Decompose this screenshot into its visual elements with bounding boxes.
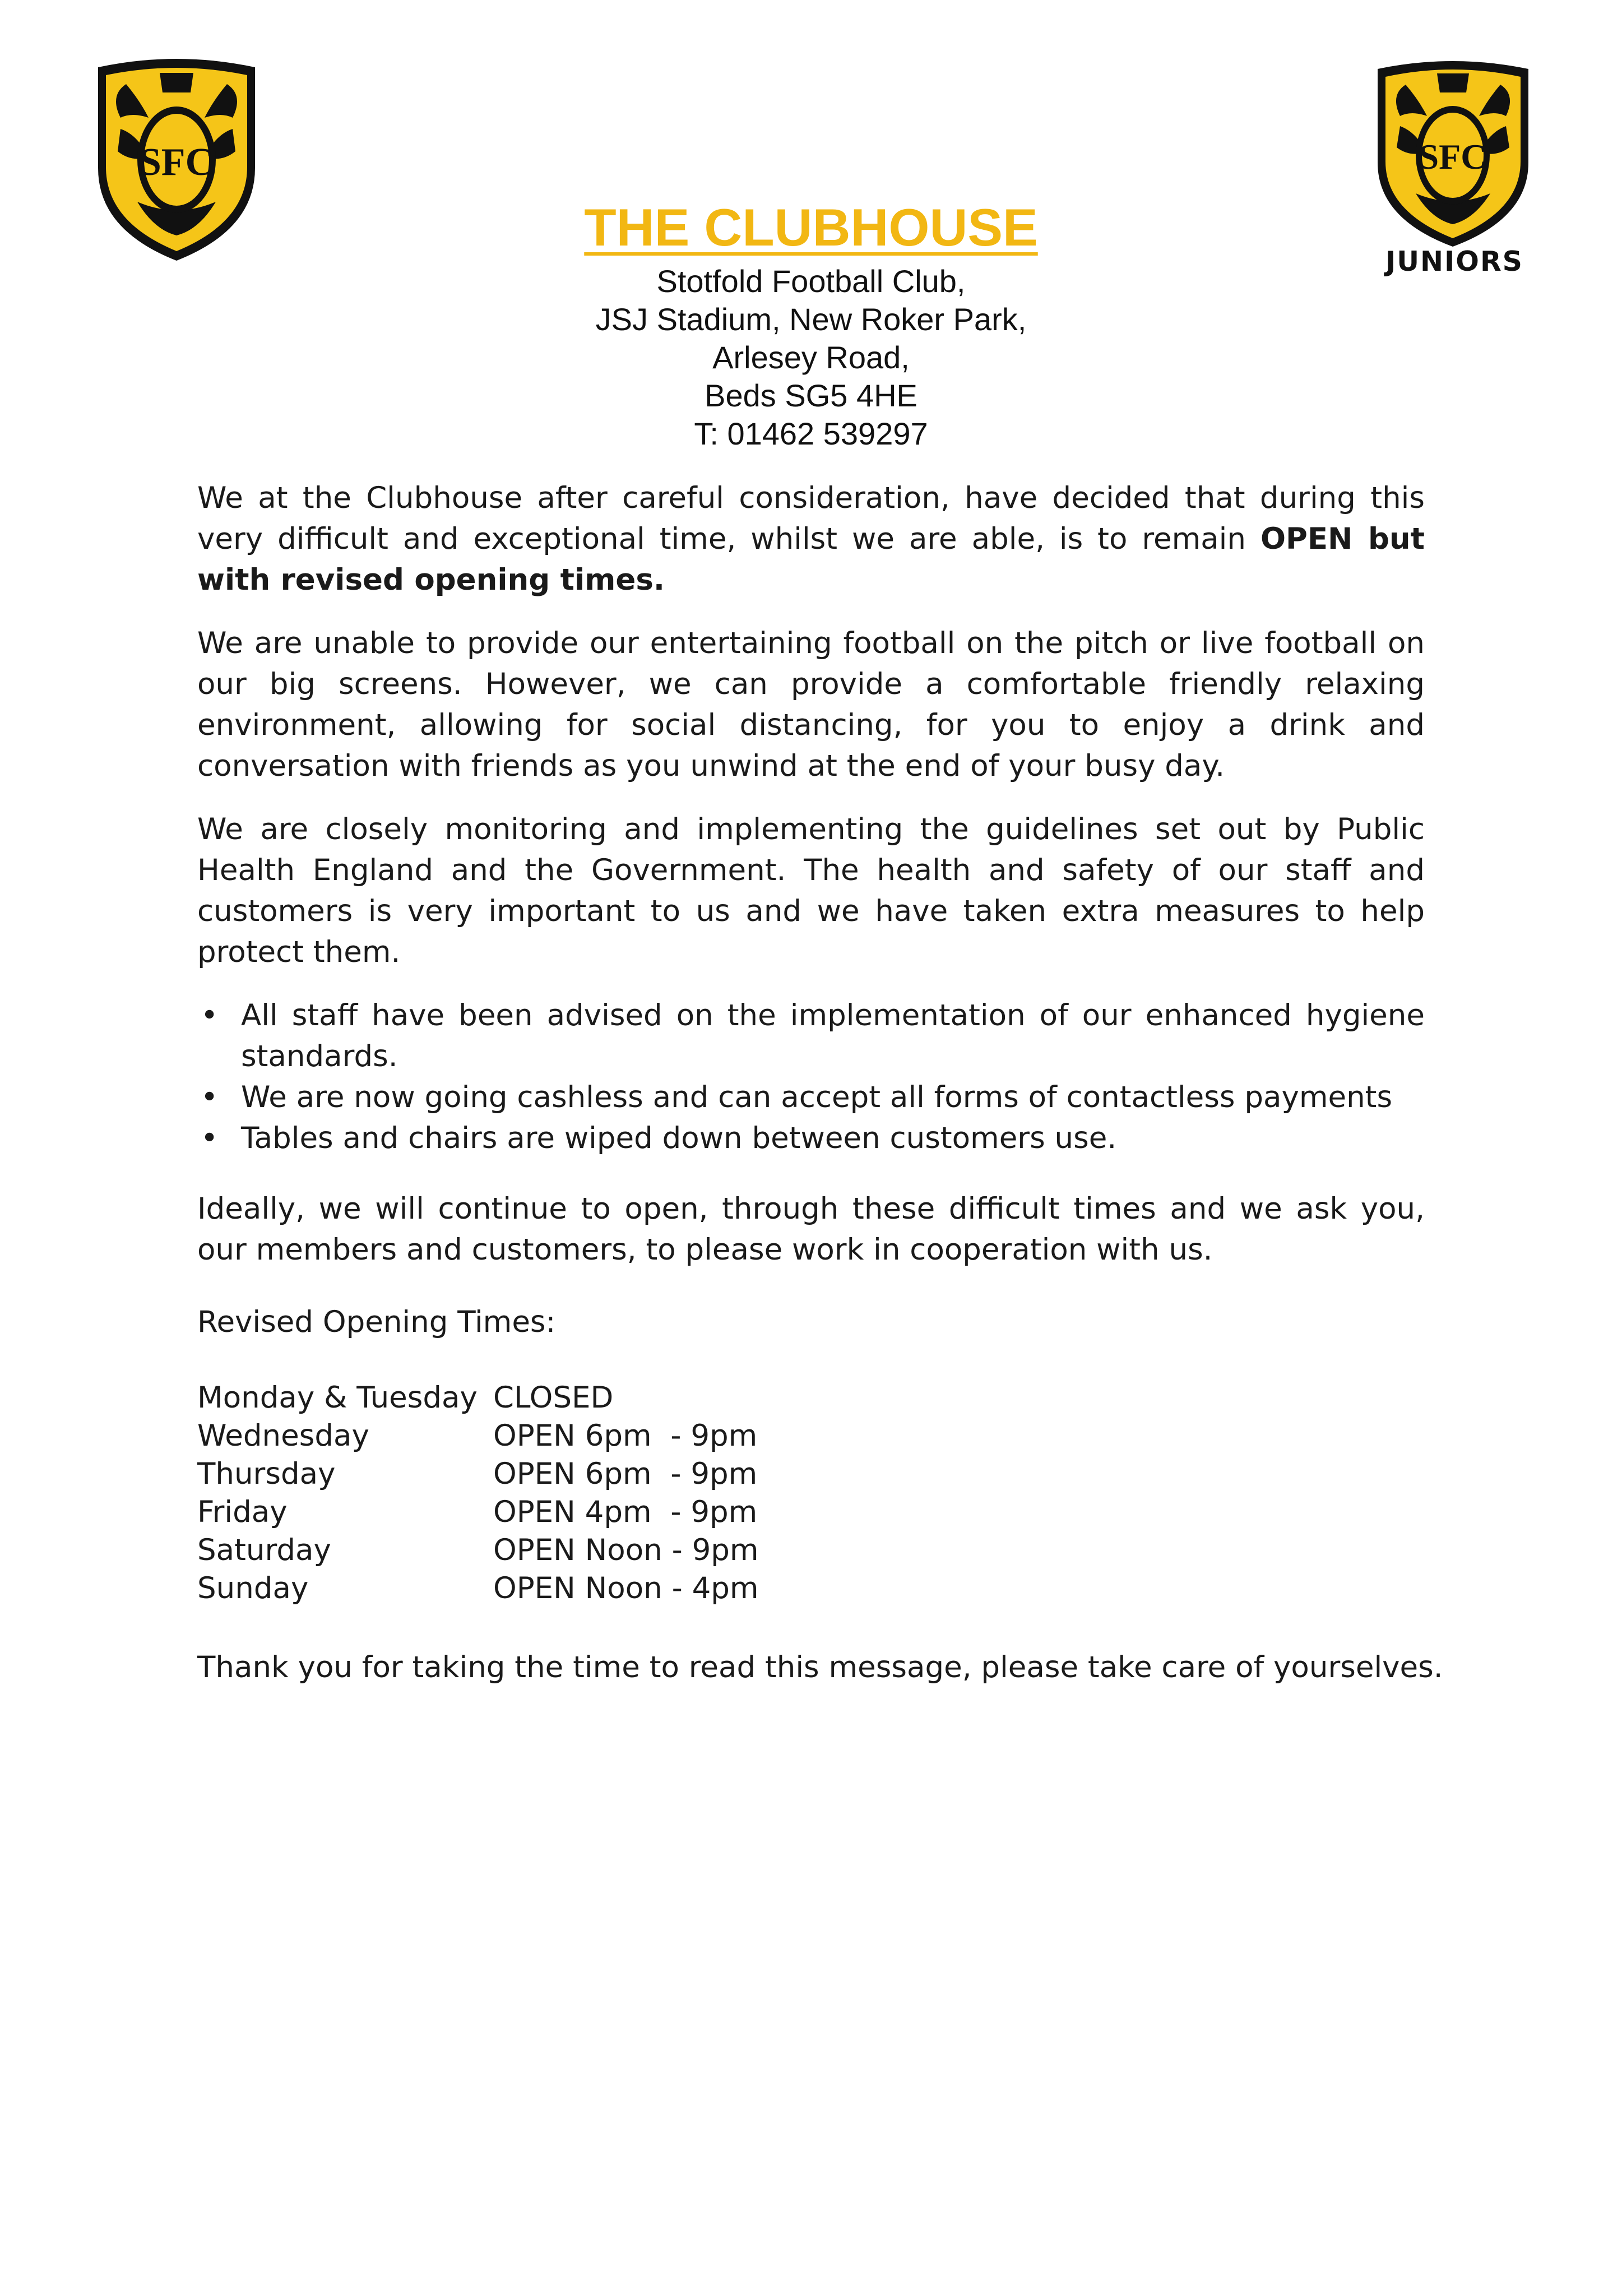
list-item: • We are now going cashless and can accept all forms of contactless payments xyxy=(197,1077,1425,1118)
crest-monogram-right: SFC xyxy=(1419,137,1487,177)
crest-monogram-left: SFC xyxy=(139,141,214,184)
hours-time: OPEN Noon - 4pm xyxy=(493,1571,759,1605)
page-title: THE CLUBHOUSE xyxy=(584,198,1038,257)
hours-row xyxy=(197,1455,759,1493)
bullet-icon: • xyxy=(201,998,219,1033)
hours-day: Thursday xyxy=(197,1457,336,1491)
opening-hours-table xyxy=(197,1379,759,1608)
hours-row xyxy=(197,1417,759,1455)
measures-list xyxy=(197,995,1425,1159)
hours-row xyxy=(197,1531,759,1570)
hours-time: OPEN 6pm - 9pm xyxy=(493,1457,758,1491)
hours-time: OPEN 4pm - 9pm xyxy=(493,1495,758,1529)
hours-day: Friday xyxy=(197,1495,288,1529)
bullet-icon: • xyxy=(201,1121,219,1155)
address-line-2: JSJ Stadium, New Roker Park, xyxy=(595,302,1027,337)
address-line-3: Arlesey Road, xyxy=(712,340,910,375)
hours-day: Saturday xyxy=(197,1533,331,1567)
paragraph-intro xyxy=(197,478,1425,600)
phone-line: T: 01462 539297 xyxy=(694,416,928,451)
address-line-4: Beds SG5 4HE xyxy=(705,378,917,413)
juniors-caption: JUNIORS xyxy=(1385,246,1523,277)
hours-day: Monday & Tuesday xyxy=(197,1381,478,1415)
address-line-1: Stotfold Football Club, xyxy=(656,263,966,299)
hours-time: OPEN 6pm - 9pm xyxy=(493,1419,758,1453)
paragraph-cooperation: Ideally, we will continue to open, through these difficult times and we ask you, our members and customers, to please work in cooperation with us. xyxy=(197,1192,1425,1267)
intro-bold-text: OPEN but with revised opening times. xyxy=(197,522,1425,597)
hours-time: CLOSED xyxy=(493,1381,614,1415)
list-item: • All staff have been advised on the implementation of our enhanced hygiene standards. xyxy=(197,995,1425,1077)
paragraph-environment: We are unable to provide our entertaining football on the pitch or live football on our big screens. However, we can provide a comfortable friendly relaxing environment, allowing for social distancing, for you to enjoy a drink and conversation with friends as you unwind at the end of your busy day. xyxy=(197,626,1425,783)
hours-row xyxy=(197,1570,759,1608)
hours-day: Wednesday xyxy=(197,1419,369,1453)
hours-row xyxy=(197,1379,759,1417)
hours-time: OPEN Noon - 9pm xyxy=(493,1533,759,1567)
paragraph-guidelines: We are closely monitoring and implementing the guidelines set out by Public Health England and the Government. The health and safety of our staff and customers is very important to us and we have taken extra measures to help protect them. xyxy=(197,812,1425,969)
hours-heading: Revised Opening Times: xyxy=(197,1305,556,1339)
hours-day: Sunday xyxy=(197,1571,309,1605)
closing-message: Thank you for taking the time to read this message, please take care of yourselves. xyxy=(197,1650,1443,1684)
bullet-icon: • xyxy=(201,1080,219,1114)
hours-row xyxy=(197,1493,759,1531)
intro-text: We at the Clubhouse after careful consideration, have decided that during this very difficult and exceptional time, whilst we are able, is to remain xyxy=(197,481,1425,556)
list-item: • Tables and chairs are wiped down between customers use. xyxy=(197,1118,1425,1159)
body-content xyxy=(197,478,1425,1159)
